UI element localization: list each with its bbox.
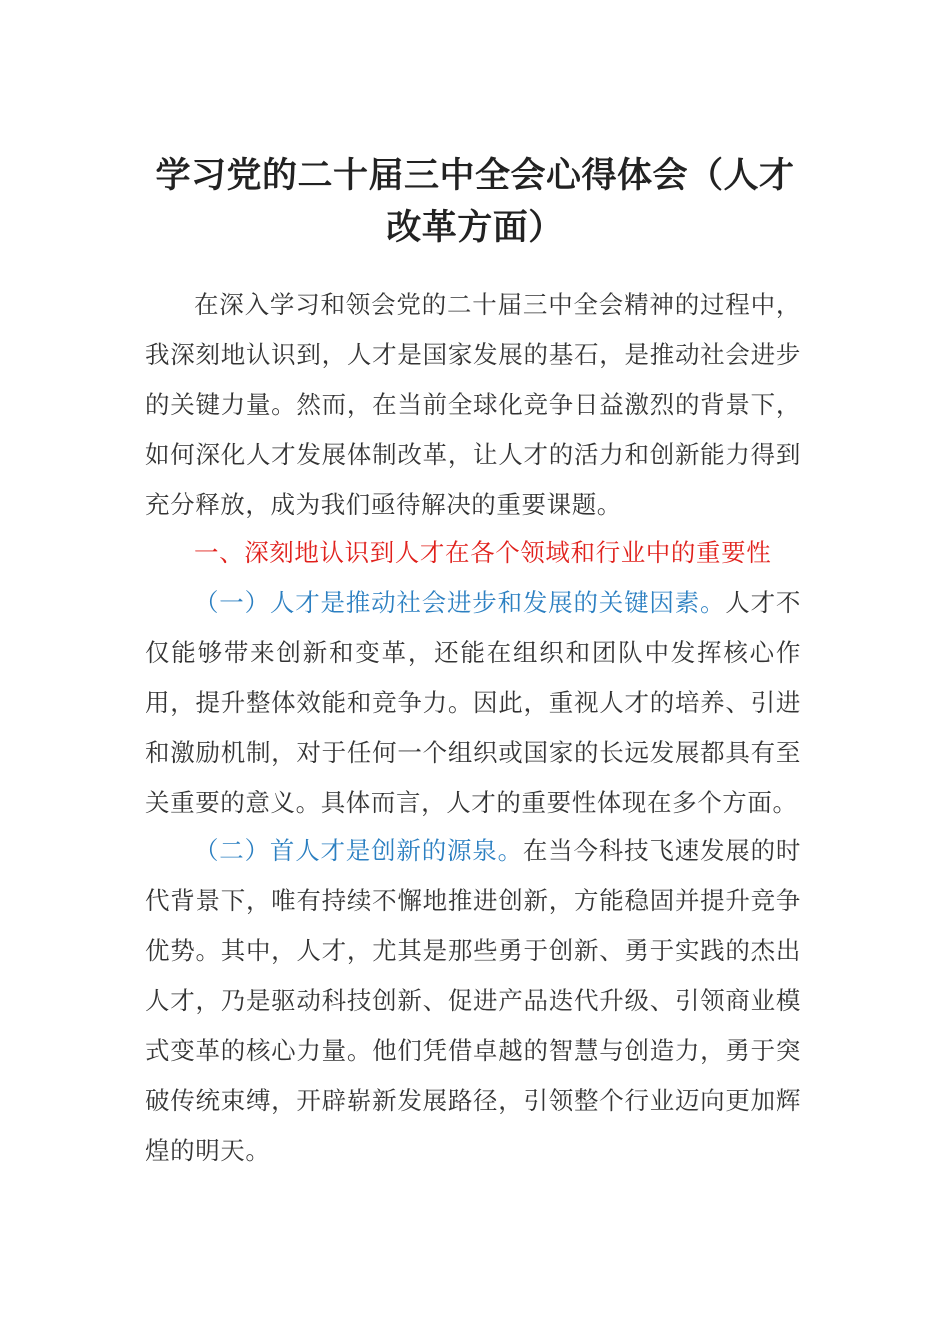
intro-paragraph-block bbox=[145, 280, 801, 530]
subsection-2-text: 在当今科技飞速发展的时代背景下，唯有持续不懈地推进创新，方能稳固并提升竞争优势。其中，人才，尤其是那些勇于创新、勇于实践的杰出人才，乃是驱动科技创新、促进产品迭代升级、引领商业模式变革的核心力量。他们凭借卓越的智慧与创造力，勇于突破传统束缚，开辟崭新发展路径，引领整个行业迈向更加辉煌的明天。 bbox=[145, 836, 801, 1165]
section-1-heading: 一、深刻地认识到人才在各个领域和行业中的重要性 bbox=[194, 538, 772, 567]
intro-paragraph: 在深入学习和领会党的二十届三中全会精神的过程中，我深刻地认识到，人才是国家发展的基石，是推动社会进步的关键力量。然而，在当前全球化竞争日益激烈的背景下，如何深化人才发展体制改革，让人才的活力和创新能力得到充分释放，成为我们亟待解决的重要课题。 bbox=[145, 290, 801, 519]
document-title: 学习党的二十届三中全会心得体会（人才改革方面） bbox=[155, 156, 795, 248]
subsection-1-paragraph bbox=[145, 578, 801, 828]
subsection-1-heading: （一）人才是推动社会进步和发展的关键因素。 bbox=[194, 588, 726, 617]
subsection-2-block bbox=[145, 826, 801, 1176]
subsection-1-text: 人才不仅能够带来创新和变革，还能在组织和团队中发挥核心作用，提升整体效能和竞争力。因此，重视人才的培养、引进和激励机制，对于任何一个组织或国家的长远发展都具有至关重要的意义。具体而言，人才的重要性体现在多个方面。 bbox=[145, 588, 801, 817]
subsection-2-paragraph bbox=[145, 826, 801, 1176]
subsection-1-block bbox=[145, 578, 801, 828]
subsection-2-heading: （二）首人才是创新的源泉。 bbox=[194, 836, 523, 865]
